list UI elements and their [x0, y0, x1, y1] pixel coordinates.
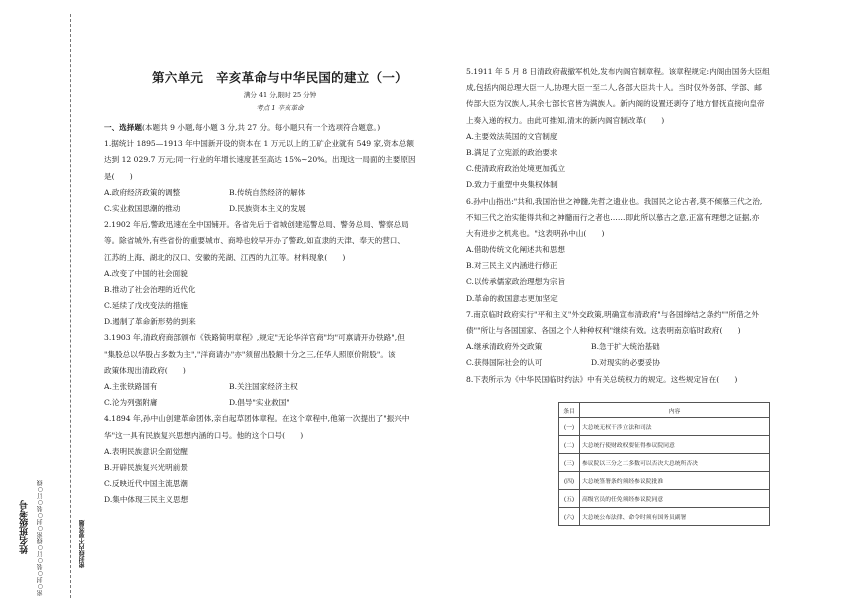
text-line: 上奏入递的权力。由此可推知,清末的新内阁官制改革( )	[466, 115, 665, 125]
option-text: C.实业救国思潮的推动	[104, 203, 181, 213]
page-title: 第六单元 辛亥革命与中华民国的建立（一）	[151, 70, 408, 85]
table-header-content: 内容	[580, 403, 770, 418]
text-line: C.反映近代中国主流思潮	[104, 479, 188, 489]
seal-dashed-line	[70, 14, 71, 598]
text-line	[104, 379, 456, 395]
text-line: 8.下表所示为《中华民国临时约法》中有关总统权力的规定。这些规定旨在( )	[466, 374, 738, 384]
text-line: C.延续了戊戌变法的措施	[104, 301, 188, 311]
option-text: D.对现实的必要妥协	[591, 358, 660, 368]
row-number: (三)	[559, 454, 580, 472]
option-text: B.急于扩大统治基础	[591, 342, 660, 352]
text-line: 成,包括内阁总理大臣一人,协理大臣一至二人,各部大臣共十人。当时仅外务部、学部、邮	[466, 83, 762, 93]
text-line: B.推动了社会治理的近代化	[104, 284, 196, 294]
text-line: 1.据统计 1895—1913 年中国新开设的资本在 1 万元以上的工矿企业就有 549 家,资本总额	[104, 139, 414, 149]
text-line: 5.1911 年 5 月 8 日清政府裁撤军机处,发布内阁官制章程。该章程规定:内阁由国务大臣组	[466, 67, 770, 76]
text-line: D.致力于重塑中央集权体制	[466, 180, 558, 190]
provisional-constitution-table	[558, 402, 770, 526]
option-text: D.民族资本主义的发展	[229, 203, 306, 213]
text-line: B.对三民主义内涵进行修正	[466, 261, 558, 271]
text-line: D.遏制了革命新形势的到来	[104, 317, 196, 327]
text-line: 大有进步之机兆也。"这表明孙中山( )	[466, 228, 605, 238]
row-content: 大总统公布法律、命令时须有国务员副署	[580, 508, 770, 526]
option-text: D.倡导"实业救国"	[229, 398, 290, 408]
text-line: C.以传承儒家政治理想为宗旨	[466, 277, 566, 287]
option-text: A.政府经济政策的调整	[104, 187, 181, 197]
text-line: B.开辟民族复兴光明前景	[104, 462, 188, 472]
row-content: 大总统签署条约须经参议院批准	[580, 472, 770, 490]
row-number: (一)	[559, 418, 580, 436]
text-line: 7.南京临时政府实行"平和主义"外交政策,明确宣布清政府"与各国缔结之条约""所借之外	[466, 309, 759, 319]
table-row	[559, 436, 770, 454]
option-text: C.获得国际社会的认可	[466, 358, 543, 368]
option-text: B.传统自然经济的解体	[229, 187, 306, 197]
row-number: (四)	[559, 472, 580, 490]
text-line: D.革命的救国意志更加坚定	[466, 293, 558, 303]
text-line: 华"这一具有民族复兴思想内涵的口号。他的这个口号( )	[104, 430, 304, 440]
text-line	[104, 395, 456, 411]
text-line: B.满足了立宪派的政治要求	[466, 147, 558, 157]
row-content: 高级官员的任免须经参议院同意	[580, 490, 770, 508]
no-answer-warning: 密封线内不要答题	[79, 520, 86, 568]
text-line: 6.孙中山指出:"共和,我国治世之神髓,先哲之遗业也。我国民之论古者,莫不倾慕三代之治,	[466, 196, 763, 206]
score-info: 满分 41 分,限时 25 分钟	[243, 91, 317, 99]
seal-line-text: 密○封○装○订○线密○封○装○订○线	[37, 480, 44, 596]
text-line: "集股总以华股占多数为主","洋商请办"亦"须留出股额十分之三,任华人照原价附股"。该	[104, 349, 396, 359]
text-line: A.表明民族意识全面觉醒	[104, 446, 188, 456]
topic-label: 考点 1 辛亥革命	[256, 104, 304, 112]
row-number: (五)	[559, 490, 580, 508]
text-line: 3.1903 年,清政府商部颁布《铁路简明章程》,规定"无论华洋官商"均"可禀请开办铁路",但	[104, 333, 405, 343]
option-text: A.继承清政府外交政策	[466, 342, 543, 352]
text-line: 传部大臣为汉族人,其余七部长官皆为满族人。新内阁的设置还剥夺了地方督抚直接向皇帝	[466, 99, 765, 109]
row-content: 参议院以三分之二多数可以否决大总统所否决	[580, 454, 770, 472]
table-row	[559, 490, 770, 508]
left-questions	[104, 120, 456, 509]
row-number: (六)	[559, 508, 580, 526]
row-content: 大总统行使财政权要征得参议院同意	[580, 436, 770, 454]
text-line: C.使清政府政治处境更加孤立	[466, 164, 566, 174]
text-line: D.集中体现三民主义思想	[104, 495, 189, 505]
text-line: 一、选择题(本题共 9 小题,每小题 3 分,共 27 分。每小题只有一个选项符合题意。)	[104, 123, 381, 132]
text-line	[104, 201, 456, 217]
binding-margin	[0, 0, 95, 608]
text-line	[466, 339, 826, 355]
text-line: 2.1902 年后,警政迅速在全中国铺开。各省先后于省城创建巡警总局、警务总局、警察总局	[104, 220, 409, 230]
text-line: A.改变了中国的社会面貌	[104, 268, 188, 278]
text-line: 债""所让与各国国家、各国之个人种种权利"继续有效。这表明南京临时政府( )	[466, 326, 741, 335]
table-row	[559, 472, 770, 490]
name-class-exam-number-label: 姓名班级考号	[20, 500, 30, 554]
text-line: 不知三代之治实能得共和之神髓而行之者也……即此所以慕古之意,正富有理想之证据,亦	[466, 212, 760, 222]
text-line: A.主要效法英国的文官制度	[466, 131, 558, 141]
text-line: A.借助传统文化阐述共和思想	[466, 245, 566, 255]
right-questions	[466, 64, 826, 388]
row-number: (二)	[559, 436, 580, 454]
table-row	[559, 508, 770, 526]
text-line: 江苏的上海、湖北的汉口、安徽的芜湖、江西的九江等。材料现象( )	[104, 252, 346, 262]
option-text: C.沦为列强附庸	[104, 398, 158, 408]
row-content: 大总统无权干涉立法和司法	[580, 418, 770, 436]
table-row	[559, 454, 770, 472]
text-line: 政策体现出清政府( )	[104, 365, 186, 375]
text-line	[104, 185, 456, 201]
text-line: 是( )	[104, 171, 133, 181]
option-text: A.主张铁路国有	[104, 382, 158, 391]
table-header-number: 条目	[559, 403, 580, 418]
option-text: B.关注国家经济主权	[229, 382, 298, 391]
table-row	[559, 418, 770, 436]
text-line: 4.1894 年,孙中山创建革命团体,亲自起草团体章程。在这个章程中,他第一次提出了"振兴中	[104, 414, 410, 424]
text-line: 等。除省城外,有些省份的重要城市、商埠也较早开办了警政,如直隶的天津、奉天的营口、	[104, 236, 405, 246]
text-line	[466, 355, 826, 371]
text-line: 达到 12 029.7 万元;同一行业的年增长速度甚至高达 15%~20%。出现这一局面的主要原因	[104, 155, 416, 165]
